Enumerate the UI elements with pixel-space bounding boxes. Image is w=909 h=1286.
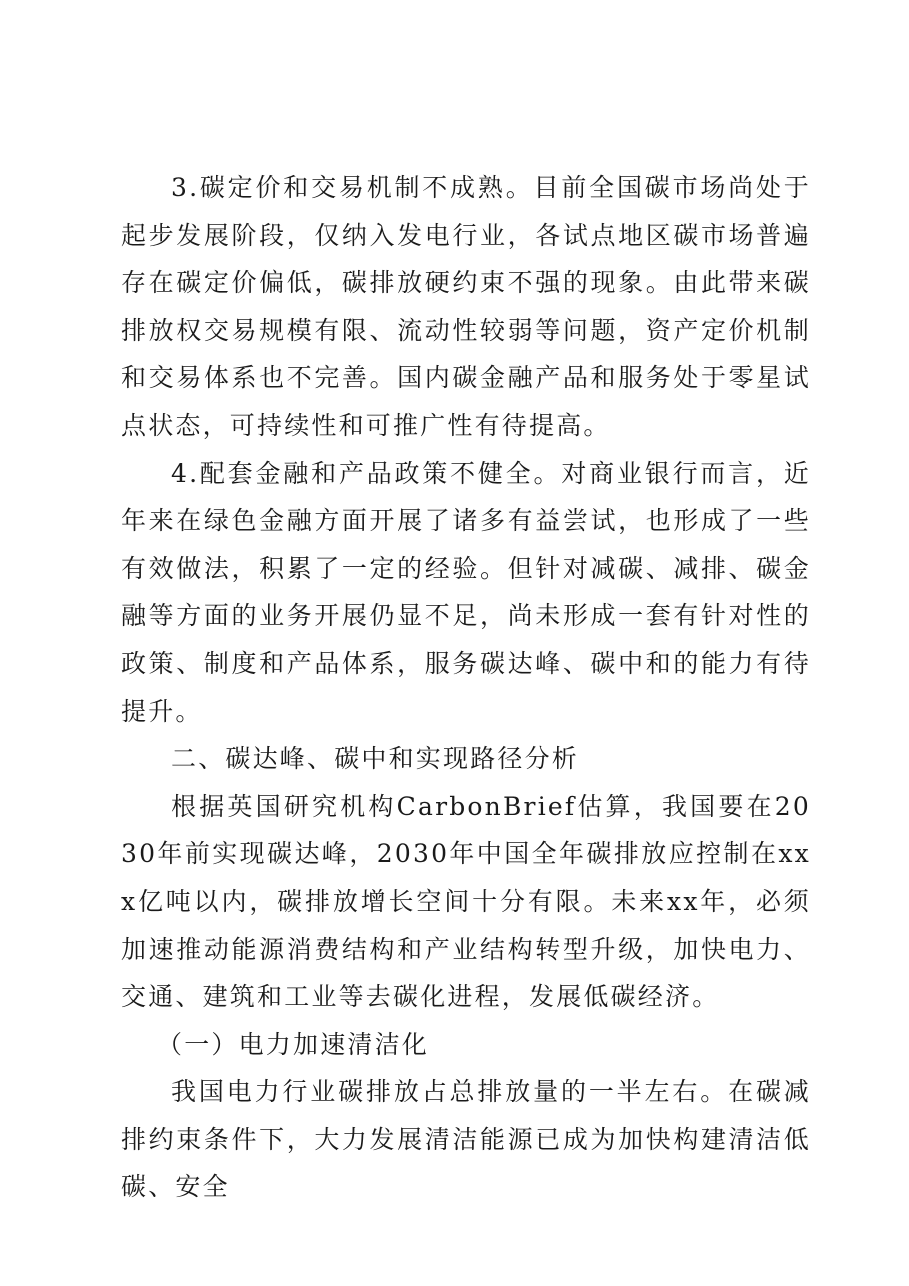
paragraph-financial-policy: 4.配套金融和产品政策不健全。对商业银行而言，近年来在绿色金融方面开展了诸多有益尝试，也形成了一些有效做法，积累了一定的经验。但针对减碳、减排、碳金融等方面的业务开展仍显不足，尚未形成一套有针对性的政策、制度和产品体系，服务碳达峰、碳中和的能力有待提升。 xyxy=(121,458,811,726)
paragraph-power-industry: 我国电力行业碳排放占总排放量的一半左右。在碳减排约束条件下，大力发展清洁能源已成为加快构建清洁低碳、安全 xyxy=(121,1077,811,1202)
paragraph-carbon-pricing: 3.碳定价和交易机制不成熟。目前全国碳市场尚处于起步发展阶段，仅纳入发电行业，各试点地区碳市场普遍存在碳定价偏低，碳排放硬约束不强的现象。由此带来碳排放权交易规模有限、流动性较弱等问题，资产定价机制和交易体系也不完善。国内碳金融产品和服务处于零星试点状态，可持续性和可推广性有待提高。 xyxy=(121,173,811,440)
paragraph-carbonbrief-estimate: 根据英国研究机构CarbonBrief估算，我国要在2030年前实现碳达峰，2030年中国全年碳排放应控制在xxx亿吨以内，碳排放增长空间十分有限。未来xx年，必须加速推动能源消费结构和产业结构转型升级，加快电力、交通、建筑和工业等去碳化进程，发展低碳经济。 xyxy=(121,791,811,1012)
subsection-heading-power: （一）电力加速清洁化 xyxy=(157,1029,430,1059)
section-heading-pathway: 二、碳达峰、碳中和实现路径分析 xyxy=(171,744,580,774)
document-body xyxy=(121,164,811,1211)
